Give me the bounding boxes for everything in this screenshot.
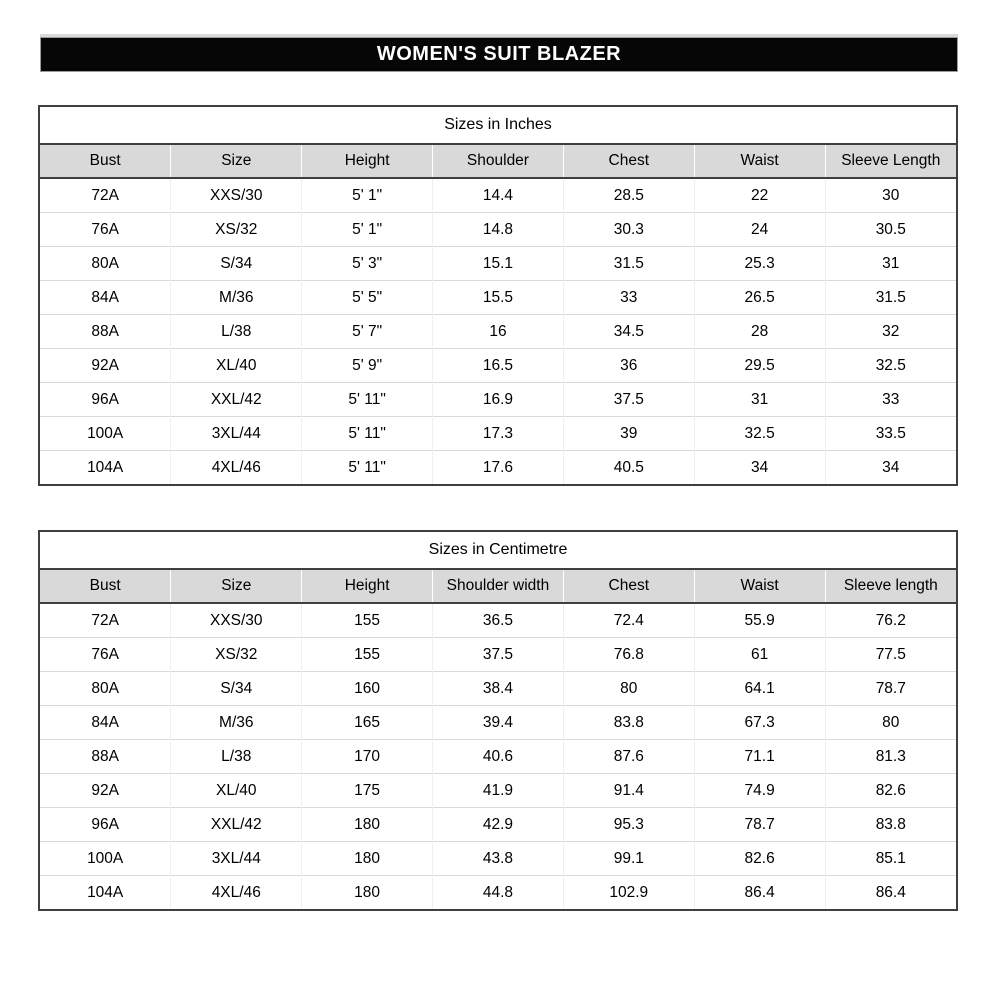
column-header: Size [171, 570, 302, 603]
table-cell: 39.4 [433, 706, 564, 740]
table-cell: 86.4 [825, 876, 956, 910]
table-cell: 40.5 [563, 451, 694, 485]
table-cell: 4XL/46 [171, 451, 302, 485]
table-row [40, 178, 956, 213]
table-cell: 5' 9" [302, 349, 433, 383]
column-header: Chest [563, 145, 694, 178]
table-row [40, 638, 956, 672]
table-cell: 34.5 [563, 315, 694, 349]
table-cell: XL/40 [171, 349, 302, 383]
table-cell: 17.3 [433, 417, 564, 451]
table-cell: 80 [563, 672, 694, 706]
inches-table-title: Sizes in Inches [40, 107, 956, 145]
table-cell: 86.4 [694, 876, 825, 910]
centimetre-size-table [40, 570, 956, 909]
table-cell: 5' 11" [302, 451, 433, 485]
table-cell: 80 [825, 706, 956, 740]
table-cell: 175 [302, 774, 433, 808]
table-cell: 3XL/44 [171, 842, 302, 876]
table-cell: 77.5 [825, 638, 956, 672]
inches-table-body [40, 178, 956, 484]
table-cell: 40.6 [433, 740, 564, 774]
table-cell: 87.6 [563, 740, 694, 774]
table-cell: 39 [563, 417, 694, 451]
table-cell: 180 [302, 842, 433, 876]
column-header: Chest [563, 570, 694, 603]
table-cell: 33 [563, 281, 694, 315]
table-cell: 42.9 [433, 808, 564, 842]
column-header: Shoulder [433, 145, 564, 178]
column-header: Sleeve length [825, 570, 956, 603]
table-cell: 33 [825, 383, 956, 417]
table-cell: 81.3 [825, 740, 956, 774]
table-cell: XS/32 [171, 638, 302, 672]
table-cell: 36 [563, 349, 694, 383]
table-cell: 5' 1" [302, 178, 433, 213]
table-cell: 76.2 [825, 603, 956, 638]
table-row [40, 247, 956, 281]
inches-size-table-section [38, 105, 958, 486]
table-cell: 43.8 [433, 842, 564, 876]
table-cell: XXS/30 [171, 603, 302, 638]
table-cell: 37.5 [563, 383, 694, 417]
table-cell: 78.7 [825, 672, 956, 706]
table-cell: 32 [825, 315, 956, 349]
table-cell: 24 [694, 213, 825, 247]
table-cell: 30.5 [825, 213, 956, 247]
table-cell: 33.5 [825, 417, 956, 451]
table-cell: 104A [40, 876, 171, 910]
table-cell: 102.9 [563, 876, 694, 910]
table-cell: 84A [40, 281, 171, 315]
table-cell: 85.1 [825, 842, 956, 876]
table-cell: 44.8 [433, 876, 564, 910]
table-row [40, 876, 956, 910]
table-cell: 5' 7" [302, 315, 433, 349]
table-row [40, 774, 956, 808]
table-cell: 76.8 [563, 638, 694, 672]
table-cell: 34 [825, 451, 956, 485]
table-cell: 3XL/44 [171, 417, 302, 451]
table-cell: 155 [302, 603, 433, 638]
column-header: Bust [40, 570, 171, 603]
table-cell: 4XL/46 [171, 876, 302, 910]
table-row [40, 451, 956, 485]
table-cell: 38.4 [433, 672, 564, 706]
table-cell: 31.5 [825, 281, 956, 315]
table-cell: 32.5 [694, 417, 825, 451]
table-cell: 82.6 [825, 774, 956, 808]
table-cell: 5' 3" [302, 247, 433, 281]
product-title-banner [40, 37, 958, 72]
table-cell: 180 [302, 876, 433, 910]
table-cell: S/34 [171, 672, 302, 706]
table-cell: 83.8 [563, 706, 694, 740]
table-row [40, 281, 956, 315]
column-header: Height [302, 145, 433, 178]
table-cell: 16.5 [433, 349, 564, 383]
column-header: Waist [694, 570, 825, 603]
table-cell: 80A [40, 247, 171, 281]
table-cell: 180 [302, 808, 433, 842]
table-cell: M/36 [171, 706, 302, 740]
table-cell: XXS/30 [171, 178, 302, 213]
table-cell: 67.3 [694, 706, 825, 740]
table-cell: 29.5 [694, 349, 825, 383]
table-row [40, 706, 956, 740]
column-header: Bust [40, 145, 171, 178]
table-cell: 41.9 [433, 774, 564, 808]
table-cell: 30 [825, 178, 956, 213]
centimetre-table-title: Sizes in Centimetre [40, 532, 956, 570]
table-row [40, 349, 956, 383]
table-cell: 72A [91, 186, 119, 204]
table-cell: M/36 [171, 281, 302, 315]
centimetre-header-row [40, 570, 956, 603]
table-cell: 25.3 [694, 247, 825, 281]
table-cell: XXL/42 [171, 383, 302, 417]
table-row [40, 842, 956, 876]
table-cell: 78.7 [694, 808, 825, 842]
column-header: Shoulder width [433, 570, 564, 603]
table-row [40, 417, 956, 451]
column-header: Waist [694, 145, 825, 178]
table-cell: S/34 [171, 247, 302, 281]
table-cell: 72A [91, 611, 119, 629]
table-cell: 16 [433, 315, 564, 349]
table-cell: 155 [302, 638, 433, 672]
table-cell: 74.9 [694, 774, 825, 808]
table-cell: 104A [40, 451, 171, 485]
table-cell: 88A [40, 740, 171, 774]
table-cell: 76A [40, 638, 171, 672]
table-cell: 15.1 [433, 247, 564, 281]
table-cell: 170 [302, 740, 433, 774]
table-cell: 55.9 [694, 603, 825, 638]
table-cell: 5' 11" [302, 383, 433, 417]
table-cell: 61 [694, 638, 825, 672]
table-cell: 84A [40, 706, 171, 740]
table-cell: 16.9 [433, 383, 564, 417]
table-row [40, 672, 956, 706]
table-cell: 31 [694, 383, 825, 417]
centimetre-size-table-section [38, 530, 958, 911]
table-cell: 100A [40, 842, 171, 876]
table-row [40, 740, 956, 774]
table-cell: 5' 1" [302, 213, 433, 247]
table-cell: 96A [40, 383, 171, 417]
table-cell: 14.4 [433, 178, 564, 213]
table-cell: 72.4 [563, 603, 694, 638]
table-cell: 28.5 [563, 178, 694, 213]
table-cell: 17.6 [433, 451, 564, 485]
table-row [40, 213, 956, 247]
inches-size-table [40, 145, 956, 484]
table-cell: 31 [825, 247, 956, 281]
table-cell: XL/40 [171, 774, 302, 808]
table-row [40, 808, 956, 842]
table-cell: 92A [40, 774, 171, 808]
table-cell: 14.8 [433, 213, 564, 247]
table-row [40, 315, 956, 349]
table-cell: XS/32 [171, 213, 302, 247]
table-cell: 100A [40, 417, 171, 451]
table-cell: 165 [302, 706, 433, 740]
table-cell: 22 [694, 178, 825, 213]
table-cell: XXL/42 [171, 808, 302, 842]
table-cell: 5' 11" [302, 417, 433, 451]
table-cell: 30.3 [563, 213, 694, 247]
table-cell: 82.6 [694, 842, 825, 876]
table-cell: 80A [40, 672, 171, 706]
table-row [40, 383, 956, 417]
table-cell: 83.8 [825, 808, 956, 842]
table-cell: 92A [40, 349, 171, 383]
table-cell: 26.5 [694, 281, 825, 315]
product-title: WOMEN'S SUIT BLAZER [376, 43, 622, 65]
centimetre-table-body [40, 603, 956, 909]
table-cell: 36.5 [433, 603, 564, 638]
table-cell: 71.1 [694, 740, 825, 774]
table-cell: 76A [40, 213, 171, 247]
table-cell: 28 [694, 315, 825, 349]
table-cell: 34 [694, 451, 825, 485]
column-header: Height [302, 570, 433, 603]
table-cell: 15.5 [433, 281, 564, 315]
table-cell: 95.3 [563, 808, 694, 842]
table-cell: 5' 5" [302, 281, 433, 315]
table-cell: L/38 [171, 315, 302, 349]
table-row [40, 603, 956, 638]
table-cell: 96A [40, 808, 171, 842]
table-cell: 32.5 [825, 349, 956, 383]
inches-header-row [40, 145, 956, 178]
table-cell: L/38 [171, 740, 302, 774]
table-cell: 31.5 [563, 247, 694, 281]
table-cell: 88A [40, 315, 171, 349]
table-cell: 99.1 [563, 842, 694, 876]
table-cell: 64.1 [694, 672, 825, 706]
column-header: Sleeve Length [825, 145, 956, 178]
table-cell: 37.5 [433, 638, 564, 672]
table-cell: 160 [302, 672, 433, 706]
table-cell: 91.4 [563, 774, 694, 808]
column-header: Size [171, 145, 302, 178]
